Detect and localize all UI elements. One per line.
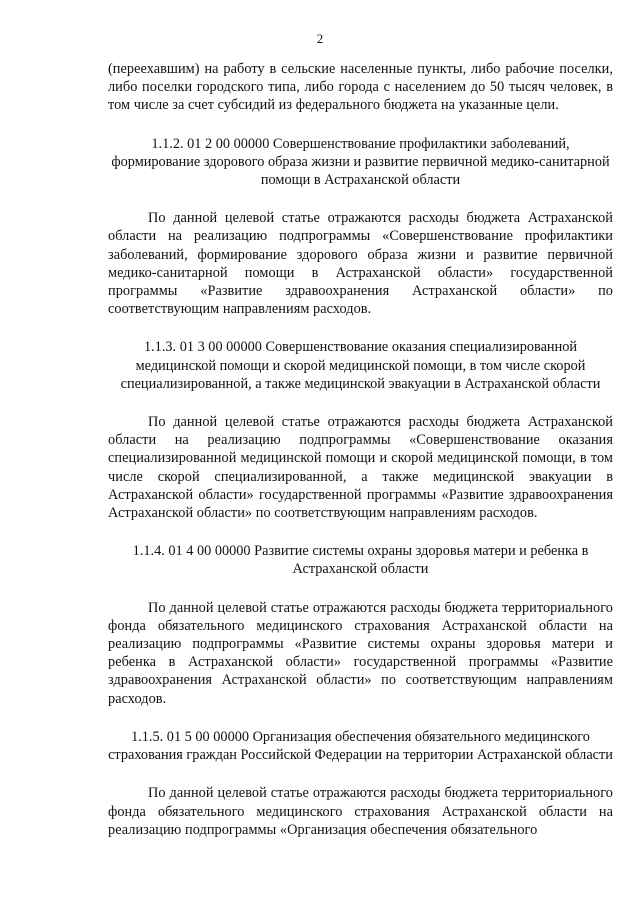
paragraph-continuation: (переехавшим) на работу в сельские населенные пункты, либо рабочие поселки, либо поселки городского типа, либо города с населением до 50 тысяч человек, в том числе за счет субсидий из федерального бюджета на указанные цели. [108,61,613,114]
section-heading-1-1-2: 1.1.2. 01 2 00 00000 Совершенствование профилактики заболеваний, формирование здорового образа жизни и развитие первичной медико-санитарной помощи в Астраханской области [111,135,610,189]
paragraph-1-1-2: По данной целевой статье отражаются расходы бюджета Астраханской области на реализацию подпрограммы «Совершенствование профилактики заболеваний, формирование здорового образа жизни и развитие первичной медико-санитарной помощи в Астраханской области» государственной программы «Развитие здравоохранения Астраханской области» по соответствующим направлениям расходов. [108,210,613,318]
page-number: 2 [316,31,324,46]
paragraph-1-1-3: По данной целевой статье отражаются расходы бюджета Астраханской области на реализацию подпрограммы «Совершенствование оказания специализированной медицинской помощи и скорой медицинской помощи, в том числе скорой специализированной, а также медицинской эвакуации в Астраханской области» государственной программы «Развитие здравоохранения Астраханской области» по соответствующим направлениям расходов. [108,414,613,522]
paragraph-1-1-5: По данной целевой статье отражаются расходы бюджета территориального фонда обязательного медицинского страхования Астраханской области на реализацию подпрограммы «Организация обеспечения обязательного [108,785,613,838]
paragraph-1-1-4: По данной целевой статье отражаются расходы бюджета территориального фонда обязательного медицинского страхования Астраханской области на реализацию подпрограммы «Развитие системы охраны здоровья матери и ребенка в Астраханской области» государственной программы «Развитие здравоохранения Астраханской области» по соответствующим направлениям расходов. [108,599,613,707]
section-heading-1-1-4: 1.1.4. 01 4 00 00000 Развитие системы охраны здоровья матери и ребенка в Астраханской области [132,543,589,578]
section-heading-1-1-3: 1.1.3. 01 3 00 00000 Совершенствование оказания специализированной медицинской помощи и скорой медицинской помощи, в том числе скорой специализированной, а также медицинской эвакуации в Астраханской области [120,339,601,392]
document-body [108,60,613,839]
section-heading-1-1-5: 1.1.5. 01 5 00 00000 Организация обеспечения обязательного медицинского страхования граждан Российской Федерации на территории Астраханской области [108,728,613,764]
